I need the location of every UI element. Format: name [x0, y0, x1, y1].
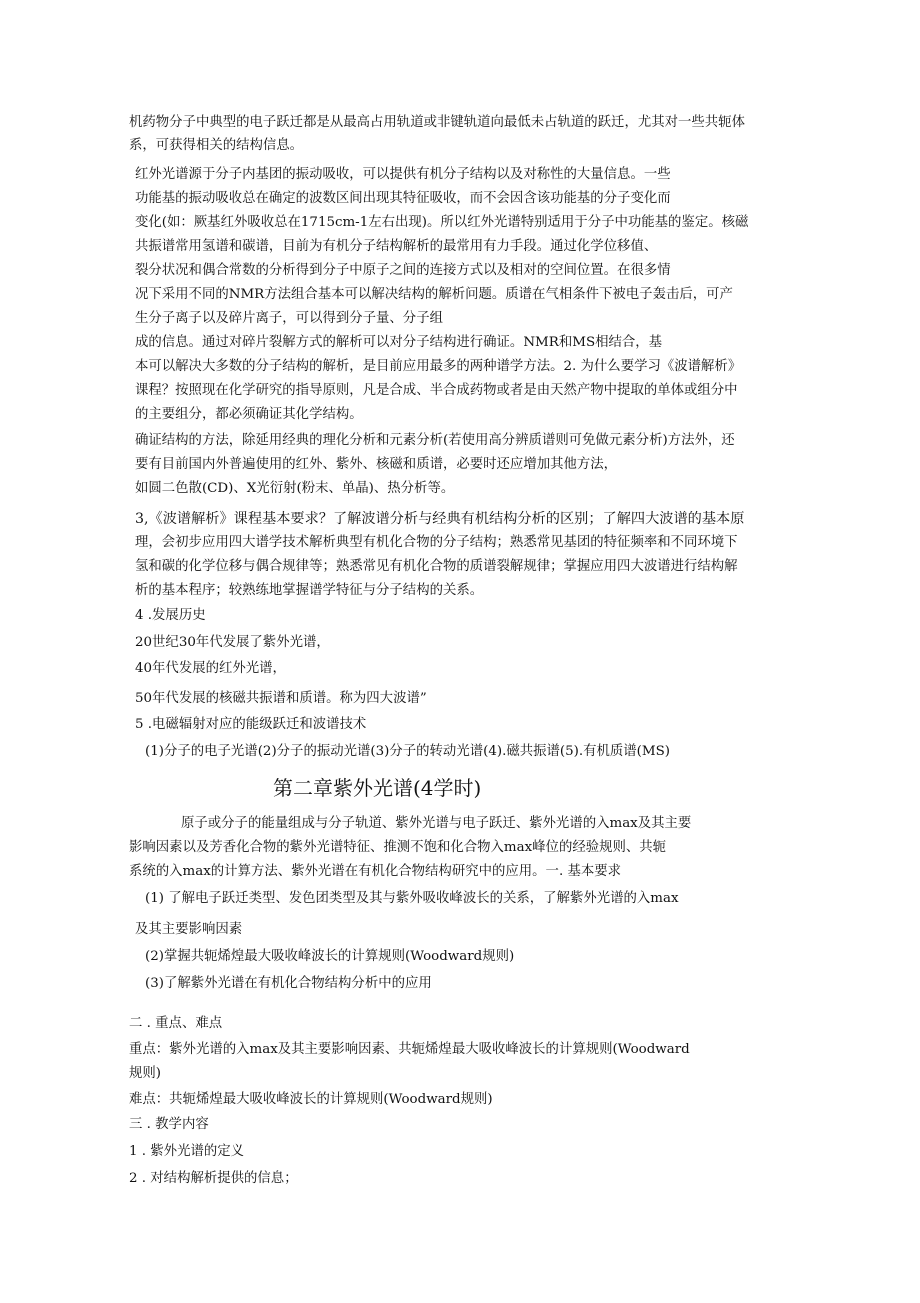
text-line: 要有目前国内外普遍使用的红外、紫外、核磁和质谱，必要时还应增加其他方法，: [135, 457, 618, 472]
text-line: 本可以解决大多数的分子结构的解析，是目前应用最多的两种谱学方法。2. 为什么要学习《波谱解析》: [135, 359, 742, 374]
text-line: 生分子离子以及碎片离子，可以得到分子量、分子组: [135, 311, 443, 326]
list-heading: 4 .发展历史: [135, 608, 206, 623]
text-line: 机药物分子中典型的电子跃迁都是从最高占用轨道或非键轨道向最低未占轨道的跃迁，尤其对一些共轭体: [129, 115, 745, 130]
text-line: 析的基本程序；较熟练地掌握谱学特征与分子结构的关系。: [135, 583, 484, 598]
list-item: (3)了解紫外光谱在有机化合物结构分析中的应用: [145, 976, 432, 991]
section-heading: 三 . 教学内容: [129, 1117, 209, 1132]
text-line: 难点：共轭烯煌最大吸收峰波长的计算规则(Woodward规则): [129, 1092, 493, 1107]
list-item: 20世纪30年代发展了紫外光谱，: [135, 635, 330, 650]
text-line: 共振谱常用氢谱和碳谱，目前为有机分子结构解析的最常用有力手段。通过化学位移值、: [135, 239, 658, 254]
text-line: 况下采用不同的NMR方法组合基本可以解决结构的解析问题。质谱在气相条件下被电子轰击后，可产: [135, 287, 733, 302]
section-heading: 3,《波谱解析》课程基本要求？了解波谱分析与经典有机结构分析的区别；了解四大波谱的基本原: [135, 511, 745, 527]
text-line: 氢和碳的化学位移与偶合规律等；熟悉常见有机化合物的质谱裂解规律；掌握应用四大波谱进行结构解: [135, 559, 738, 574]
text-line: 红外光谱源于分子内基团的振动吸收，可以提供有机分子结构以及对称性的大量信息。一些: [135, 167, 671, 182]
text-line: 系，可获得相关的结构信息。: [129, 138, 304, 153]
list-heading: 5 .电磁辐射对应的能级跃迁和波谱技术: [135, 717, 367, 732]
text-line: 规则): [129, 1066, 162, 1081]
text-line: 功能基的振动吸收总在确定的波数区间出现其特征吸收，而不会因含该功能基的分子变化而: [135, 191, 671, 206]
text-line: 及其主要影响因素: [135, 922, 243, 937]
list-item: (1) 了解电子跃迁类型、发色团类型及其与紫外吸收峰波长的关系，了解紫外光谱的入max: [145, 891, 679, 906]
chapter-title: 第二章紫外光谱(4学时): [273, 776, 482, 800]
list-item: 40年代发展的红外光谱，: [135, 661, 286, 676]
text-line: 变化(如：厥基红外吸收总在1715cm-1左右出现)。所以红外光谱特别适用于分子中功能基的鉴定。核磁: [135, 215, 749, 230]
text-line: 影响因素以及芳香化合物的紫外光谱特征、推测不饱和化合物入max峰位的经验规则、共轭: [129, 840, 667, 855]
text-line: 课程？按照现在化学研究的指导原则，凡是合成、半合成药物或者是由天然产物中提取的单体或组分中: [135, 383, 738, 398]
list-item: 50年代发展的核磁共振谱和质谱。称为四大波谱”: [135, 691, 427, 706]
list-item: (1)分子的电子光谱(2)分子的振动光谱(3)分子的转动光谱(4).磁共振谱(5).有机质谱(MS): [145, 744, 671, 759]
text-line: 的主要组分，都必须确证其化学结构。: [135, 407, 363, 422]
list-item: 1 . 紫外光谱的定义: [129, 1144, 245, 1159]
text-line: 系统的入max的计算方法、紫外光谱在有机化合物结构研究中的应用。一. 基本要求: [129, 864, 622, 879]
list-item: (2)掌握共轭烯煌最大吸收峰波长的计算规则(Woodward规则): [145, 949, 515, 964]
text-line: 成的信息。通过对碎片裂解方式的解析可以对分子结构进行确证。NMR和MS相结合，基: [135, 335, 663, 350]
text-line: 裂分状况和偶合常数的分析得到分子中原子之间的连接方式以及相对的空间位置。在很多情: [135, 263, 671, 278]
text-line: 重点：紫外光谱的入max及其主要影响因素、共轭烯煌最大吸收峰波长的计算规则(Woodward: [129, 1042, 690, 1057]
text-line: 理，会初步应用四大谱学技术解析典型有机化合物的分子结构；熟悉常见基团的特征频率和不同环境下: [135, 535, 738, 550]
text-line: 如圆二色散(CD)、X光衍射(粉末、单晶)、热分析等。: [135, 481, 455, 496]
list-item: 2 . 对结构解析提供的信息；: [129, 1171, 298, 1186]
text-line: 确证结构的方法，除延用经典的理化分析和元素分析(若使用高分辨质谱则可免做元素分析)方法外，还: [135, 433, 735, 448]
text-line: 原子或分子的能量组成与分子轨道、紫外光谱与电子跃迁、紫外光谱的入max及其主要: [181, 816, 692, 831]
section-heading: 二 . 重点、难点: [129, 1016, 223, 1031]
